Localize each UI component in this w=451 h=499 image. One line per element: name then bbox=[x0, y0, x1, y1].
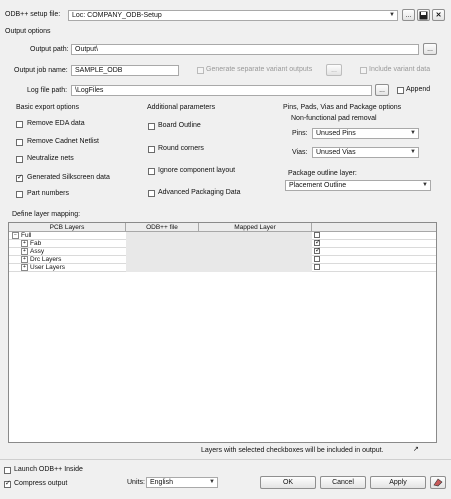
ok-button[interactable]: OK bbox=[260, 476, 316, 489]
layer-note: Layers with selected checkboxes will be included in output. bbox=[201, 447, 384, 454]
apply-button[interactable]: Apply bbox=[370, 476, 426, 489]
pins-label: Pins: bbox=[292, 130, 308, 137]
basic-export-checkbox[interactable] bbox=[16, 156, 23, 163]
col-mapped-layer[interactable]: Mapped Layer bbox=[199, 223, 312, 232]
additional-param-label: Advanced Packaging Data bbox=[158, 189, 241, 196]
generate-separate-variant-checkbox[interactable] bbox=[197, 67, 204, 74]
package-outline-select[interactable] bbox=[285, 180, 431, 191]
log-file-label: Log file path: bbox=[27, 87, 68, 94]
expand-icon[interactable]: + bbox=[21, 264, 28, 271]
units-select[interactable] bbox=[146, 477, 218, 488]
eraser-help-icon bbox=[433, 478, 443, 487]
package-outline-value: Placement Outline bbox=[289, 182, 347, 189]
basic-export-checkbox[interactable] bbox=[16, 191, 23, 198]
save-button[interactable] bbox=[417, 9, 430, 21]
launch-odb-label: Launch ODB++ Inside bbox=[14, 466, 83, 473]
resize-grip-icon: ↗ bbox=[413, 446, 419, 453]
basic-export-checkbox[interactable] bbox=[16, 175, 23, 182]
append-checkbox[interactable] bbox=[397, 87, 404, 94]
additional-param-label: Round corners bbox=[158, 145, 204, 152]
include-variant-checkbox[interactable] bbox=[360, 67, 367, 74]
layer-include-checkbox[interactable] bbox=[314, 256, 320, 262]
units-label: Units: bbox=[127, 479, 145, 486]
output-path-label: Output path: bbox=[30, 46, 69, 53]
chevron-down-icon: ▼ bbox=[422, 182, 428, 188]
log-file-input[interactable]: \LogFiles bbox=[71, 85, 372, 96]
mapped-layer-cell bbox=[199, 264, 312, 272]
additional-param-label: Board Outline bbox=[158, 122, 201, 129]
variant-browse-button[interactable]: ... bbox=[326, 64, 342, 76]
layer-mapping-grid[interactable] bbox=[8, 222, 437, 443]
output-path-input[interactable]: Output\ bbox=[71, 44, 419, 55]
basic-export-checkbox[interactable] bbox=[16, 121, 23, 128]
odb-file-cell bbox=[126, 264, 199, 272]
additional-param-checkbox[interactable] bbox=[148, 168, 155, 175]
expand-icon[interactable]: + bbox=[21, 248, 28, 255]
layer-tree-item[interactable] bbox=[12, 232, 31, 240]
basic-export-label: Neutralize nets bbox=[27, 155, 74, 162]
output-job-label: Output job name: bbox=[14, 67, 68, 74]
output-path-browse-button[interactable]: ... bbox=[423, 43, 437, 55]
mapped-layer-cell bbox=[199, 256, 312, 264]
layer-tree-item[interactable] bbox=[21, 264, 65, 272]
col-include[interactable] bbox=[312, 223, 436, 232]
basic-export-label: Generated Silkscreen data bbox=[27, 174, 110, 181]
collapse-icon[interactable]: − bbox=[12, 232, 19, 239]
pins-select[interactable] bbox=[312, 128, 419, 139]
additional-param-checkbox[interactable] bbox=[148, 146, 155, 153]
layer-name: Full bbox=[21, 232, 32, 240]
compress-output-checkbox[interactable] bbox=[4, 481, 11, 488]
generate-separate-variant-label: Generate separate variant outputs bbox=[206, 66, 313, 73]
expand-icon[interactable]: + bbox=[21, 256, 28, 263]
setup-browse-button[interactable]: ... bbox=[402, 9, 415, 21]
odb-file-cell bbox=[126, 256, 199, 264]
additional-parameters-header: Additional parameters bbox=[147, 104, 216, 111]
help-button[interactable] bbox=[430, 476, 446, 489]
layer-row[interactable] bbox=[9, 240, 436, 248]
setup-file-value: Loc: COMPANY_ODB-Setup bbox=[72, 12, 162, 19]
package-outline-label: Package outline layer: bbox=[288, 170, 357, 177]
layer-tree-item[interactable] bbox=[21, 240, 41, 248]
col-odb-file[interactable]: ODB++ file bbox=[126, 223, 199, 232]
output-job-input[interactable]: SAMPLE_ODB bbox=[71, 65, 179, 76]
layer-row[interactable] bbox=[9, 264, 436, 272]
vias-label: Vias: bbox=[292, 149, 308, 156]
layer-name: Fab bbox=[30, 240, 42, 248]
nonfunctional-pad-label: Non-functional pad removal bbox=[291, 115, 377, 122]
odb-file-cell bbox=[126, 232, 199, 240]
additional-param-checkbox[interactable] bbox=[148, 123, 155, 130]
floppy-disk-icon bbox=[419, 11, 428, 20]
layer-include-checkbox[interactable] bbox=[314, 264, 320, 270]
additional-param-checkbox[interactable] bbox=[148, 190, 155, 197]
chevron-down-icon: ▼ bbox=[389, 12, 395, 18]
layer-tree-item[interactable] bbox=[21, 256, 61, 264]
close-icon: ✕ bbox=[435, 12, 442, 19]
vias-select-value: Unused Vias bbox=[316, 149, 356, 156]
basic-export-label: Remove Cadnet Netlist bbox=[27, 138, 99, 145]
layer-tree-item[interactable] bbox=[21, 248, 44, 256]
basic-export-label: Remove EDA data bbox=[27, 120, 85, 127]
expand-icon[interactable]: + bbox=[21, 240, 28, 247]
mapped-layer-cell bbox=[199, 248, 312, 256]
append-label: Append bbox=[406, 86, 431, 93]
layer-name: Assy bbox=[30, 248, 45, 256]
layer-name: User Layers bbox=[30, 264, 66, 272]
basic-export-label: Part numbers bbox=[27, 190, 70, 197]
basic-export-checkbox[interactable] bbox=[16, 139, 23, 146]
pins-select-value: Unused Pins bbox=[316, 130, 356, 137]
output-options-header: Output options bbox=[5, 28, 51, 35]
setup-file-label: ODB++ setup file: bbox=[5, 11, 61, 18]
mapped-layer-cell bbox=[199, 232, 312, 240]
layer-include-checkbox[interactable] bbox=[314, 248, 320, 254]
pins-pads-header: Pins, Pads, Vias and Package options bbox=[283, 104, 402, 111]
basic-export-header: Basic export options bbox=[16, 104, 80, 111]
close-button[interactable] bbox=[432, 9, 445, 21]
chevron-down-icon: ▼ bbox=[410, 130, 416, 136]
layer-name: Drc Layers bbox=[30, 256, 62, 264]
vias-select[interactable] bbox=[312, 147, 419, 158]
col-pcb-layers[interactable]: PCB Layers bbox=[9, 223, 126, 232]
mapped-layer-cell bbox=[199, 240, 312, 248]
odb-file-cell bbox=[126, 240, 199, 248]
chevron-down-icon: ▼ bbox=[410, 149, 416, 155]
log-file-browse-button[interactable]: ... bbox=[375, 84, 389, 96]
chevron-down-icon: ▼ bbox=[209, 479, 215, 485]
additional-param-label: Ignore component layout bbox=[158, 167, 236, 174]
layer-mapping-header: Define layer mapping: bbox=[12, 211, 81, 218]
odb-file-cell bbox=[126, 248, 199, 256]
launch-odb-checkbox[interactable] bbox=[4, 467, 11, 474]
include-variant-label: Include variant data bbox=[369, 66, 431, 73]
layer-row[interactable] bbox=[9, 248, 436, 256]
setup-file-combo[interactable] bbox=[68, 10, 398, 21]
units-value: English bbox=[150, 479, 173, 486]
cancel-button[interactable]: Cancel bbox=[320, 476, 366, 489]
compress-output-label: Compress output bbox=[14, 480, 68, 487]
layer-row[interactable] bbox=[9, 232, 436, 240]
layer-row[interactable] bbox=[9, 256, 436, 264]
